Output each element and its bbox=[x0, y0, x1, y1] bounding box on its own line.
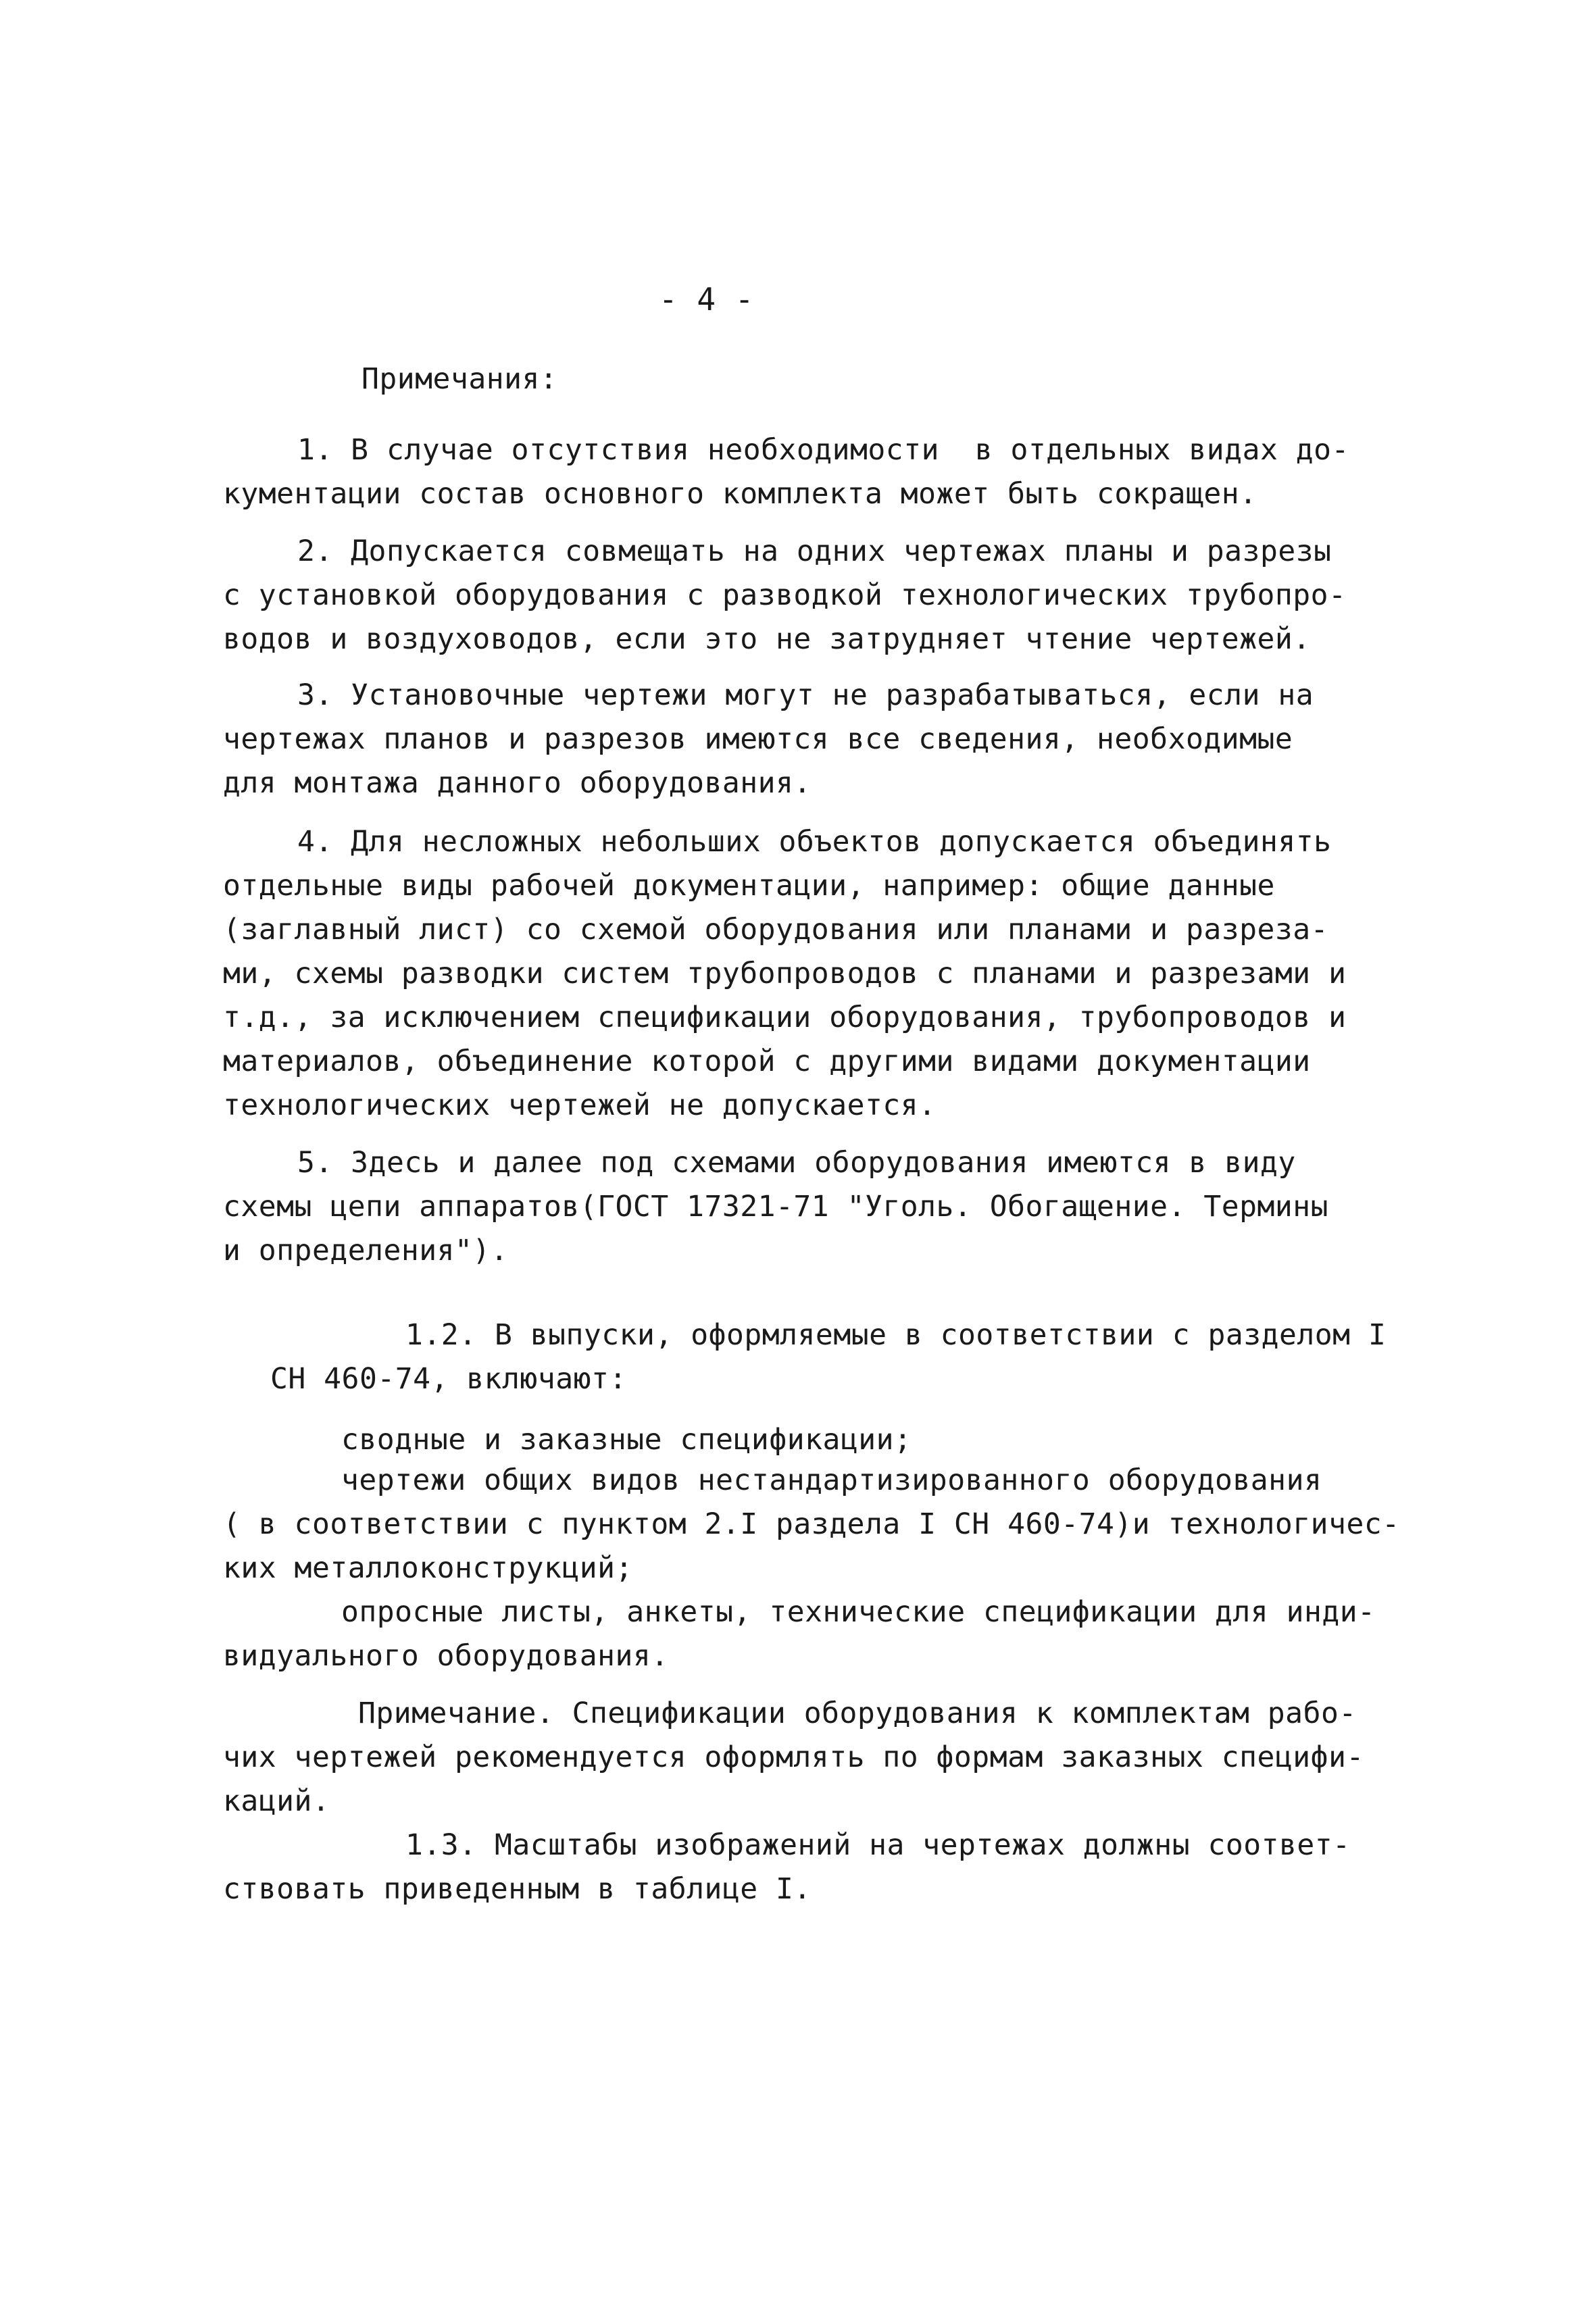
note-line: и определения"). bbox=[223, 1234, 509, 1267]
note-line: 5. Здесь и далее под схемами оборудования имеются в виду bbox=[297, 1146, 1296, 1180]
list-item-continuation: ( в соответствии с пунктом 2.I раздела I СН 460-74)и технологичес- bbox=[223, 1507, 1400, 1541]
list-item: чертежи общих видов нестандартизированного оборудования bbox=[341, 1463, 1322, 1497]
page-number: - 4 - bbox=[659, 281, 754, 318]
note-line: т.д., за исключением спецификации оборудования, трубопроводов и bbox=[223, 1001, 1347, 1034]
note-line: каций. bbox=[223, 1784, 330, 1818]
list-item: сводные и заказные спецификации; bbox=[341, 1423, 912, 1457]
note-line: технологических чертежей не допускается. bbox=[223, 1088, 937, 1122]
note-line: (заглавный лист) со схемой оборудования или планами и разреза- bbox=[223, 913, 1329, 947]
note-line: с установкой оборудования с разводкой технологических трубопро- bbox=[223, 578, 1347, 612]
list-item: опросные листы, анкеты, технические спецификации для инди- bbox=[341, 1595, 1376, 1629]
list-item-continuation: ких металлоконструкций; bbox=[223, 1551, 633, 1585]
note-line: отдельные виды рабочей документации, например: общие данные bbox=[223, 869, 1275, 903]
note-line: чих чертежей рекомендуется оформлять по формам заказных специфи- bbox=[223, 1740, 1364, 1774]
note-line: для монтажа данного оборудования. bbox=[223, 766, 812, 800]
note-line: кументации состав основного комплекта может быть сокращен. bbox=[223, 477, 1257, 511]
note-line: водов и воздуховодов, если это не затрудняет чтение чертежей. bbox=[223, 622, 1311, 656]
note-line: материалов, объединение которой с другими видами документации bbox=[223, 1045, 1311, 1078]
note-line: 4. Для несложных небольших объектов допускается объединять bbox=[297, 825, 1332, 859]
section-line: ствовать приведенным в таблице I. bbox=[223, 1872, 812, 1906]
note-line: ми, схемы разводки систем трубопроводов с планами и разрезами и bbox=[223, 957, 1347, 990]
list-item-continuation: видуального оборудования. bbox=[223, 1639, 669, 1673]
section-line: 1.3. Масштабы изображений на чертежах должны соответ- bbox=[405, 1828, 1351, 1862]
section-line: 1.2. В выпуски, оформляемые в соответствии с разделом I bbox=[405, 1318, 1387, 1352]
note-line: 1. В случае отсутствия необходимости в отдельных видах до- bbox=[297, 433, 1349, 467]
note-line: Примечание. Спецификации оборудования к комплектам рабо- bbox=[358, 1696, 1357, 1730]
note-line: схемы цепи аппаратов(ГОСТ 17321-71 "Уголь. Обогащение. Термины bbox=[223, 1190, 1329, 1224]
note-line: 3. Установочные чертежи могут не разрабатываться, если на bbox=[297, 678, 1314, 712]
section-line: СН 460-74, включают: bbox=[270, 1362, 627, 1396]
notes-heading: Примечания: bbox=[361, 362, 558, 396]
note-line: 2. Допускается совмещать на одних чертежах планы и разрезы bbox=[297, 534, 1332, 568]
note-line: чертежах планов и разрезов имеются все сведения, необходимые bbox=[223, 722, 1293, 756]
